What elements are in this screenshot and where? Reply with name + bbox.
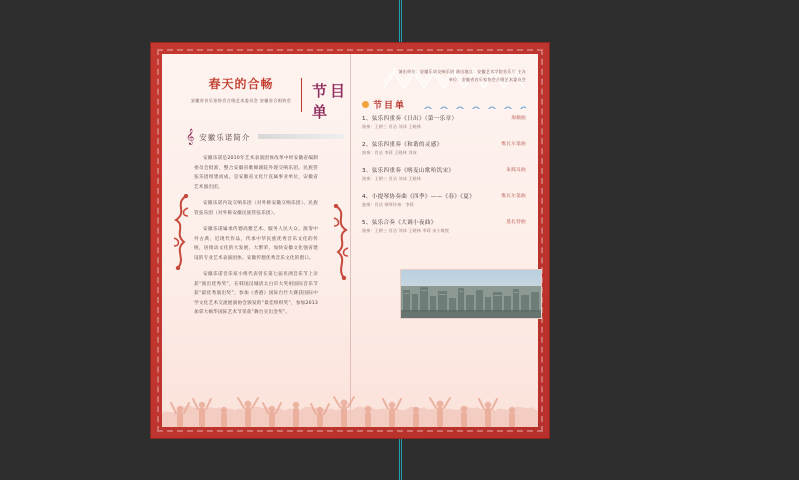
program-header [362, 98, 406, 111]
page-inner [162, 54, 538, 427]
wave-divider-icon [424, 100, 526, 109]
program-list [362, 114, 526, 244]
program-item-composer: 朱践耳曲 [506, 168, 526, 173]
program-item [362, 192, 526, 208]
program-item-composer: 莫扎特曲 [506, 220, 526, 225]
program-item-performers: 演奏：王朝三 肖洁 刘冰 王晓林 [362, 176, 422, 181]
program-title: 节目单 [373, 101, 407, 111]
program-item-title: 5、弦乐合奏《大调小夜曲》 [362, 220, 437, 226]
bullet-dot-icon [362, 101, 369, 108]
intro-paragraph: 安徽乐诺音乐家小组代表曾在第七届亚洲音乐节上亲获“演出优秀奖”，在韩国汉城清太白市大奖祖国际音乐节获“最优秀演出奖”，参加《香港》国际台竹大赛获国际中学文化艺术交流展演协会颁发的“最佳组织奖”，参加2013加拿大枫华国际艺术节荣获“舞台实出金奖”。 [194, 272, 318, 315]
document-page [151, 43, 549, 438]
page-title: 春天的合畅 [208, 77, 274, 91]
crowd-silhouette-icon [162, 369, 538, 427]
program-item [362, 114, 526, 130]
organizer-info: 演出单位：安徽乐诺交响乐团 演出地点：安徽艺术学院音乐厅 主办单位：安徽省音乐家协会合唱艺术委员会 [398, 69, 526, 82]
program-item-performers: 演奏：王朝三 肖洁 刘冰 王晓林 李莉 宋小敏悦 [362, 228, 450, 233]
program-item-title: 3、弦乐四重奏《喀麦山歌哈饥宋》 [362, 168, 455, 174]
title-divider [301, 78, 302, 112]
menu-title: 节目单 [312, 82, 349, 121]
intro-paragraph: 安徽乐诺是2010年艺术表演团体改革中经安徽省编制委员会批准，整合安徽省歌舞剧院外现交响乐团、民族管弦乐团组建而成。是安徽省文化厅直属事业单位，安徽省艺术演出团。 [194, 156, 318, 190]
program-item-performers: 演奏：肖洁 李莉 王晓林 刘冰 [362, 150, 417, 155]
intro-paragraph: 安徽乐诺属承传德高雅艺术、服务人民大众、演奏中外古典、近现代作品，传承中华民族优秀音乐文化的传统，居推动文化的大发展、大繁荣，加快安徽文化强省建设的专业艺术表演团体。安徽传德优秀音乐文化的窗口。 [194, 227, 318, 261]
program-item-title: 2、弦乐四重奏《和谐的灵感》 [362, 142, 443, 148]
program-item-composer: 维瓦尔第曲 [501, 142, 526, 147]
section-header-bar [258, 134, 344, 139]
program-item-composer: 海顿曲 [511, 116, 526, 121]
program-item-title: 1、弦乐四重奏《日出》（第一乐章） [362, 116, 458, 122]
program-item [362, 218, 526, 234]
program-item-performers: 独奏：肖洁 钢琴伴奏：李莉 [362, 202, 414, 207]
program-item-composer: 维瓦尔第曲 [501, 194, 526, 199]
program-item [362, 140, 526, 156]
title-block [186, 76, 296, 104]
city-skyline-photo [400, 269, 542, 319]
music-note-icon: 𝄞 [186, 129, 195, 145]
title-subtitle: 安徽省音乐家协会合唱艺术委员会 安徽省合唱协会 [190, 98, 292, 103]
intro-text [194, 154, 318, 325]
program-item-performers: 演奏：王朝三 肖洁 刘冰 王晓林 [362, 124, 422, 129]
program-item [362, 166, 526, 182]
section-label: 安徽乐诺简介 [199, 132, 251, 142]
ornament-flourish-right-icon [330, 204, 352, 280]
intro-paragraph: 安徽乐诺内设交响乐团（对外称安徽交响乐团）、民族管弦乐团（对外称安徽民族管弦乐团）。 [194, 201, 318, 216]
ornament-flourish-left-icon [170, 194, 192, 270]
program-item-title: 4、小提琴协奏曲《四季》——《春》《夏》 [362, 194, 476, 200]
